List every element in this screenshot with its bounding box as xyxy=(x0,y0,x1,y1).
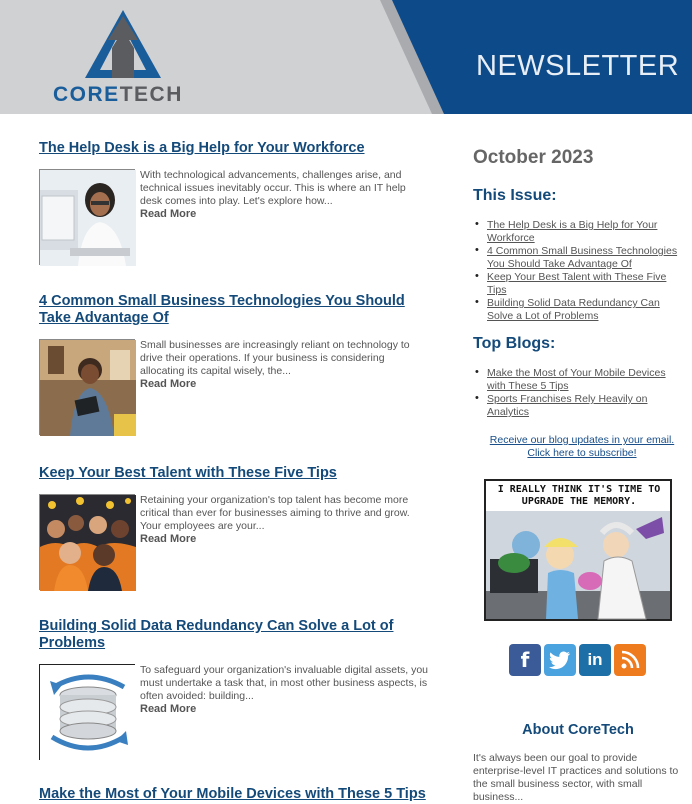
sidebar xyxy=(473,140,683,460)
article-title-link[interactable]: Make the Most of Your Mobile Devices with These 5 Tips xyxy=(39,786,426,802)
newsletter-header xyxy=(0,0,692,114)
twitter-icon[interactable] xyxy=(544,644,576,676)
top-blogs-heading: Top Blogs: xyxy=(473,335,556,352)
article-thumbnail[interactable] xyxy=(39,169,135,265)
list-item xyxy=(473,297,683,323)
article-excerpt-text: With technological advancements, challenges arise, and technical issues inevitably occur. This is where an IT help desk comes into play. Let's explore how... xyxy=(140,169,406,207)
top-blogs-list xyxy=(473,367,683,419)
logo-tech-text: TECH xyxy=(119,83,183,106)
article-body xyxy=(39,494,429,592)
article-excerpt-text: Small businesses are increasingly reliant on technology to drive their operations. If your business is considering allocating its capital wisely, the... xyxy=(140,339,410,377)
article-card xyxy=(39,618,429,762)
list-item xyxy=(473,393,683,419)
article-excerpt-text: Retaining your organization's top talent has become more critical than ever for businesses aiming to thrive and grow. Your employees are your... xyxy=(140,494,410,532)
article-body xyxy=(39,339,429,437)
article-excerpt xyxy=(140,494,430,546)
this-issue-link[interactable]: 4 Common Small Business Technologies You Should Take Advantage Of xyxy=(487,245,678,270)
article-card xyxy=(39,140,429,267)
top-blog-link[interactable]: Make the Most of Your Mobile Devices with These 5 Tips xyxy=(487,367,666,392)
list-item xyxy=(473,219,683,245)
comic-strip[interactable] xyxy=(484,479,672,621)
article-card xyxy=(39,293,429,437)
read-more-link[interactable]: Read More xyxy=(140,703,197,715)
subscribe-line-2[interactable]: Click here to subscribe! xyxy=(527,447,637,459)
article-card xyxy=(39,465,429,592)
newsletter-label: NEWSLETTER xyxy=(476,50,680,82)
article-title-link[interactable]: 4 Common Small Business Technologies You Should Take Advantage Of xyxy=(39,293,405,326)
article-title-link[interactable]: Building Solid Data Redundancy Can Solve a Lot of Problems xyxy=(39,618,394,651)
article-excerpt xyxy=(140,664,430,716)
logo-wordmark xyxy=(53,83,183,107)
article-body xyxy=(39,169,429,267)
list-item xyxy=(473,271,683,297)
comic-illustration xyxy=(486,481,670,619)
list-item xyxy=(473,367,683,393)
subscribe-link[interactable] xyxy=(473,434,683,460)
this-issue-link[interactable]: The Help Desk is a Big Help for Your Workforce xyxy=(487,219,658,244)
logo-core-text: CORE xyxy=(53,83,120,106)
this-issue-link[interactable]: Building Solid Data Redundancy Can Solve a Lot of Problems xyxy=(487,297,660,322)
article-excerpt-text: To safeguard your organization's invaluable digital assets, you must undertake a task that, in most other business aspects, is often avoided: building... xyxy=(140,664,429,702)
list-item xyxy=(473,245,683,271)
linkedin-icon[interactable]: in xyxy=(579,644,611,676)
article-thumbnail[interactable] xyxy=(39,494,135,590)
article-thumbnail[interactable] xyxy=(39,339,135,435)
facebook-icon[interactable]: f xyxy=(509,644,541,676)
article-title-link[interactable]: The Help Desk is a Big Help for Your Workforce xyxy=(39,140,365,156)
read-more-link[interactable]: Read More xyxy=(140,208,197,220)
about-text: It's always been our goal to provide enterprise-level IT practices and solutions to the small business sector, with small business... xyxy=(473,752,679,803)
read-more-link[interactable]: Read More xyxy=(140,533,197,545)
social-links xyxy=(509,644,646,676)
article-excerpt xyxy=(140,169,430,221)
this-issue-heading: This Issue: xyxy=(473,187,557,204)
about-heading: About CoreTech xyxy=(522,722,634,738)
article-body xyxy=(39,664,429,762)
issue-month: October 2023 xyxy=(473,147,594,168)
article-thumbnail[interactable] xyxy=(39,664,135,760)
top-blog-link[interactable]: Sports Franchises Rely Heavily on Analytics xyxy=(487,393,648,418)
subscribe-line-1[interactable]: Receive our blog updates in your email. xyxy=(489,434,675,446)
article-card xyxy=(39,786,429,803)
rss-icon[interactable] xyxy=(614,644,646,676)
this-issue-list xyxy=(473,219,683,323)
this-issue-link[interactable]: Keep Your Best Talent with These Five Tips xyxy=(487,271,667,296)
read-more-link[interactable]: Read More xyxy=(140,378,197,390)
article-title-link[interactable]: Keep Your Best Talent with These Five Tips xyxy=(39,465,337,481)
comic-caption: I REALLY THINK IT'S TIME TO UPGRADE THE MEMORY. xyxy=(497,484,661,507)
article-excerpt xyxy=(140,339,430,391)
